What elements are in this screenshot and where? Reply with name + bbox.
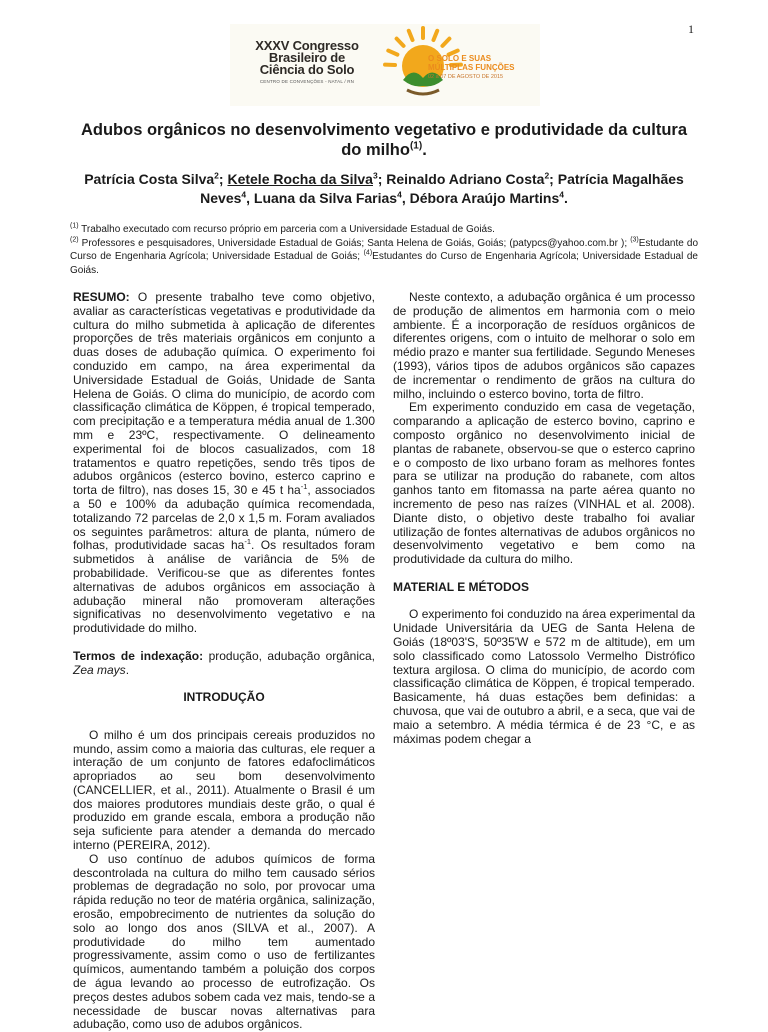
banner-date: 02 a 07 DE AGOSTO DE 2015 [428, 74, 504, 80]
left-column [73, 291, 375, 1032]
author-name: Patrícia Magalhães Neves [200, 171, 684, 206]
intro-paragraph: O milho é um dos principais cereais produzidos no mundo, assim como a maioria das culturas, ele requer a interação de um conjunto de fatores edafoclimáticos apropriados ao seu bom desenvolvimento (CANCELLIER, et al., 2011). Atualmente o Brasil é um dos maiores produtores mundiais deste grão, o qual é produzido em grande escala, embora a produção não seja suficiente para atender a demanda do mercado interno (PEREIRA, 2012). [73, 727, 375, 853]
author-name: Luana da Silva Farias [253, 190, 398, 206]
section-heading-material-metodos: MATERIAL E MÉTODOS [393, 579, 530, 594]
affiliation-note: $^{(1)}$ Trabalho executado com recurso próprio em parceria com a Universidade Estadual de Goiás. [70, 222, 495, 235]
intro-paragraph: Neste contexto, a adubação orgânica é um processo de produção de alimentos em harmonia com o meio ambiente. É a incorporação de resíduos orgânicos de diferentes origens, com o intuito de melhorar o solo em médio prazo e manter sua fertilidade. Segundo Meneses (1993), vários tipos de adubos orgânicos são capazes de incrementar o rendimento de grãos na cultura do milho, incluindo o esterco bovino, torta de filtro. [393, 290, 695, 401]
author-name: Débora Araújo Martins [409, 190, 560, 206]
paper-title: Adubos orgânicos no desenvolvimento vegetativo e produtividade da cultura do milho$^{(1)}$. [80, 121, 688, 159]
banner-venue: CENTRO DE CONVENÇÕES - NATAL / RN [259, 79, 355, 84]
affiliation-note: $^{(2)}$ Professores e pesquisadores, Universidade Estadual de Goiás; Santa Helena de Goiás, Goiás; (patypcs@yahoo.com.br ); $^{(3)}$Estudante do Curso de Engenharia Agrícola; Universidade Estadual de Goiás; $^{(4)}$Estudantes do Curso de Engenharia Agrícola; Universidade Estadual de Goiás. [70, 236, 699, 276]
index-terms: Termos de indexação: produção, adubação orgânica, Zea mays. [73, 648, 375, 677]
author-name: Patrícia Costa Silva [84, 171, 215, 187]
abstract: RESUMO: O presente trabalho teve como objetivo, avaliar as características vegetativas e produtividade da cultura do milho submetida à aplicação de diferentes proporções de três materiais orgânicos em conjunto a duas doses de adubação química. O experimento foi conduzido em campo, na área experimental da Universidade Estadual de Goiás, Unidade de Santa Helena de Goiás. O clima do município, de acordo com classificação climática de Köppen, é tropical temperado, com precipitação e a temperatura média anual de 1.300 mm e 23ºC, respectivamente. O delineamento experimental foi de blocos casualizados, com 18 tratamentos e quatro repetições, sendo três tipos de adubos orgânicos (esterco bovino, esterco caprino e torta de filtro), nas doses 15, 30 e 45 t $ha^{-1}$, associados a 50 e 100% da adubação química recomendada, totalizando 72 parcelas de 2,0 x 1,5 m. Foram avaliados os seguintes parâmetros: altura de planta, número de folhas, produtividade sacas $ha^{-1}$. Os resultados foram submetidos à análise de variância de 5% de probabilidade. Verificou-se que as diferentes fontes alternativas de adubos orgânicos em associação à adubação mineral não promoveram alterações significativas no desenvolvimento vegetativo e na produtividade do milho. [73, 290, 376, 636]
intro-paragraph: O uso contínuo de adubos químicos de forma descontrolada na cultura do milho tem causado sérios problemas de degradação no solo, por provocar uma rápida redução no teor de matéria orgânica, salinização, erosão, empobrecimento de nutrientes da solução do solo ao longo dos anos (SILVA et al., 2007). A produtividade do milho tem aumentado progressivamente, assim como o uso de fertilizantes químicos, aumentando também a poluição dos corpos de água levando ao processo de eutrofização. Os preços destes adubos sobem cada vez mais, tendo-se a necessidade de buscar novas alternativas para adubação, como uso de adubos orgânicos. [73, 851, 375, 1032]
author-name: Reinaldo Adriano Costa [386, 171, 545, 187]
banner-title: XXXV Congresso Brasileiro de Ciência do Solo [255, 38, 359, 77]
intro-paragraph: Em experimento conduzido em casa de vegetação, comparando a aplicação de esterco bovino, caprino e composto orgânico no desenvolvimento inicial de plantas de rabanete, observou-se que o esterco caprino e o composto de lixo urbano foram as melhores fontes para se utilizar na produção do rabanete, com altos ganhos tanto em fitomassa na parte aérea quanto no incremento de peso nas raízes (VINHAL et al. 2008). Diante disto, o objetivo deste trabalho foi avaliar utilização de fontes alternativas de adubos orgânicos no desenvolvimento vegetativo e bem como na produtividade da cultura do milho. [393, 400, 695, 567]
affiliations [70, 223, 698, 277]
right-column [393, 291, 695, 746]
page-number: 1 [688, 22, 694, 36]
author-name: Ketele Rocha da Silva [227, 171, 373, 187]
banner-theme: O SOLO E SUAS MÚLTIPLAS FUNÇÕES [428, 54, 515, 72]
author-list: Patrícia Costa Silva$^2$; Ketele Rocha da Silva$^3$; Reinaldo Adriano Costa$^2$; Patrícia Magalhães Neves$^4$, Luana da Silva Farias$^4$, Débora Araújo Martins$^4$. [84, 170, 684, 206]
conference-banner [230, 24, 540, 106]
methods-paragraph: O experimento foi conduzido na área experimental da Unidade Universitária da UEG de Santa Helena de Goiás (18º03'S, 50º35'W e 572 m de altitude), em um solo classificado como Latossolo Vermelho Distrófico textura argilosa. O clima do município, de acordo com classificação climática de Köppen, é tropical temperado. Basicamente, há duas estações bem definidas: a chuvosa, que vai de outubro a abril, e a seca, que vai de maio a setembro. A média térmica é de 23 °C, e as máximas podem chegar a [393, 607, 695, 746]
section-heading-introducao: INTRODUÇÃO [183, 690, 265, 705]
